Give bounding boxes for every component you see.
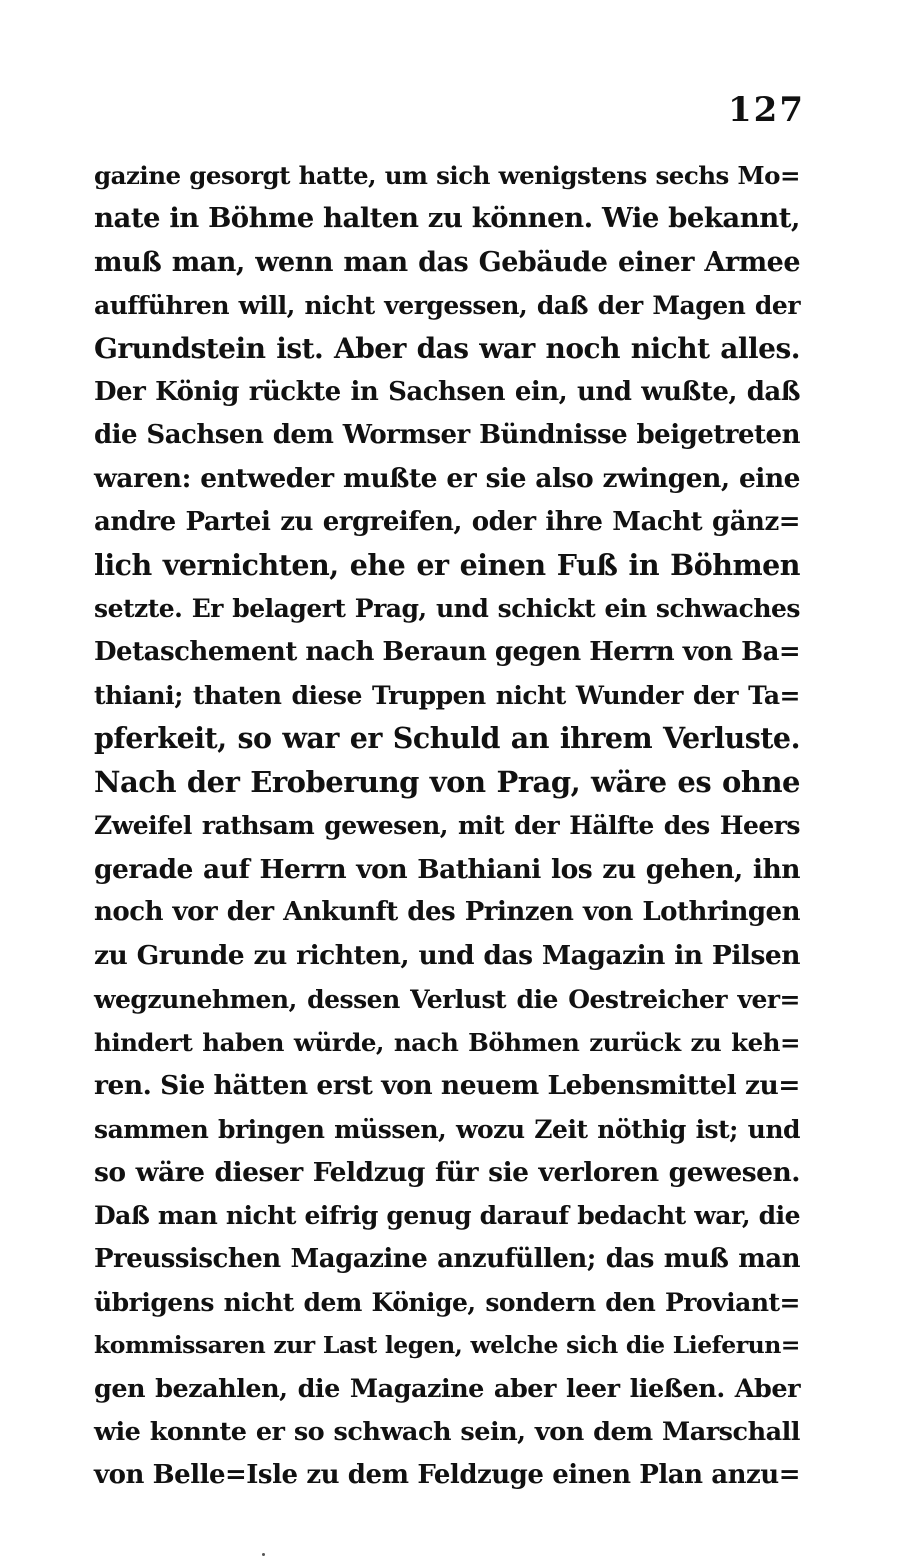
text-line: pferkeit, so war er Schuld an ihrem Verluste.: [94, 721, 800, 756]
text-line: lich vernichten, ehe er einen Fuß in Böhmen: [94, 548, 800, 583]
text-line: setzte. Er belagert Prag, und schickt ein schwaches: [94, 594, 800, 624]
text-line: gen bezahlen, die Magazine aber leer ließen. Aber: [94, 1373, 800, 1404]
text-line: muß man, wenn man das Gebäude einer Armee: [94, 246, 800, 278]
text-line: übrigens nicht dem Könige, sondern den Proviant=: [94, 1287, 800, 1317]
text-line: wie konnte er so schwach sein, von dem Marschall: [94, 1416, 800, 1447]
text-line: sammen bringen müssen, wozu Zeit nöthig ist; und: [94, 1114, 800, 1144]
text-line: ren. Sie hätten erst von neuem Lebensmittel zu=: [94, 1070, 800, 1102]
text-line: wegzunehmen, dessen Verlust die Oestreicher ver=: [94, 984, 800, 1014]
text-line: Der König rückte in Sachsen ein, und wußte, daß: [94, 376, 800, 407]
text-line: zu Grunde zu richten, und das Magazin in Pilsen: [94, 940, 800, 972]
text-line: Grundstein ist. Aber das war noch nicht alles.: [94, 332, 800, 366]
text-line: Zweifel rathsam gewesen, mit der Hälfte des Heers: [94, 811, 800, 841]
text-line: kommissaren zur Last legen, welche sich die Lieferun=: [94, 1331, 800, 1360]
text-line: gerade auf Herrn von Bathiani los zu gehen, ihn: [94, 853, 800, 885]
text-line: nate in Böhme halten zu können. Wie bekannt,: [94, 202, 800, 235]
text-line: von Belle=Isle zu dem Feldzuge einen Plan anzu=: [94, 1460, 800, 1491]
page-number: 127: [728, 90, 805, 130]
text-line: so wäre dieser Feldzug für sie verloren gewesen.: [94, 1156, 800, 1188]
text-line: andre Partei zu ergreifen, oder ihre Macht gänz=: [94, 506, 800, 537]
text-line: thiani; thaten diese Truppen nicht Wunder der Ta=: [94, 681, 800, 711]
body-text: [94, 154, 800, 1498]
text-line: aufführen will, nicht vergessen, daß der Magen der: [94, 291, 800, 321]
paper-speck: [262, 1553, 265, 1556]
text-line: waren: entweder mußte er sie also zwingen, eine: [94, 463, 800, 495]
text-line: hindert haben würde, nach Böhmen zurück zu keh=: [94, 1027, 800, 1057]
text-line: Preussischen Magazine anzufüllen; das muß man: [94, 1243, 800, 1274]
text-line: die Sachsen dem Wormser Bündnisse beigetreten: [94, 420, 800, 451]
text-line: Daß man nicht eifrig genug darauf bedacht war, die: [94, 1201, 800, 1231]
text-line: Detaschement nach Beraun gegen Herrn von Ba=: [94, 636, 801, 667]
text-line: noch vor der Ankunft des Prinzen von Lothringen: [94, 896, 800, 927]
text-line: gazine gesorgt hatte, um sich wenigstens sechs Mo=: [94, 161, 800, 190]
text-line: Nach der Eroberung von Prag, wäre es ohne: [94, 764, 800, 799]
